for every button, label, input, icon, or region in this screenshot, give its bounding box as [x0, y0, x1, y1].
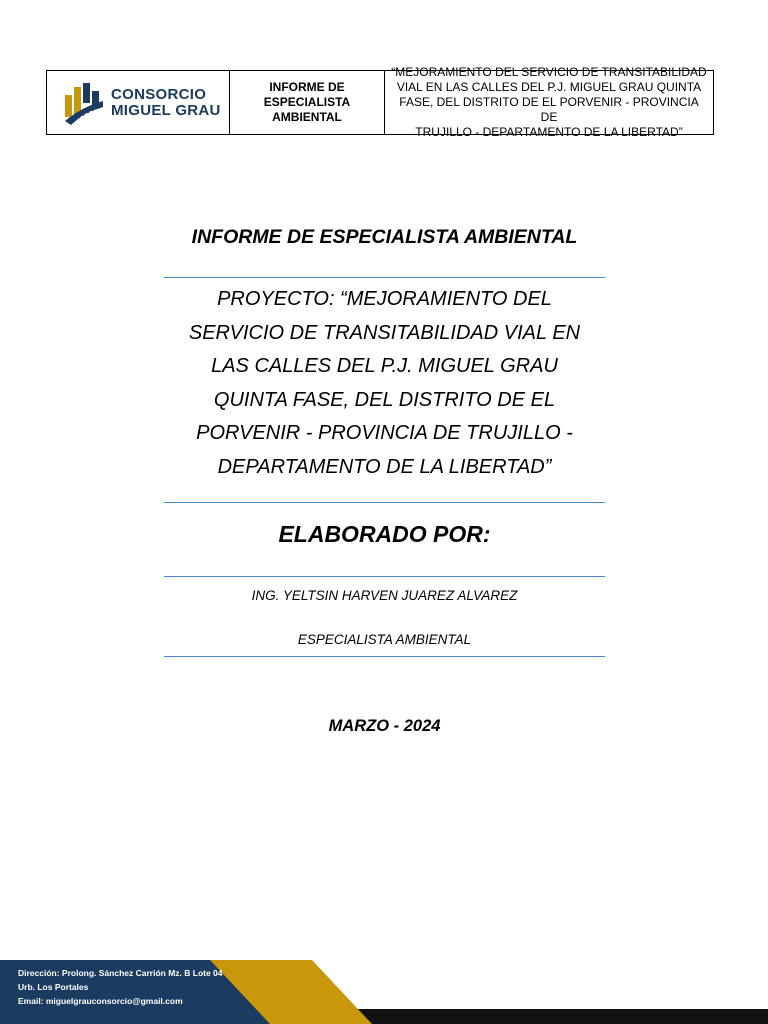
project-line: LAS CALLES DEL P.J. MIGUEL GRAU [211, 355, 558, 378]
project-line: PROYECTO: “MEJORAMIENTO DEL [217, 288, 552, 310]
project-line: QUINTA FASE, DEL DISTRITO DE EL [213, 388, 556, 411]
header-title-line: AMBIENTAL [272, 110, 342, 124]
header-project-line: VIAL EN LAS CALLES DEL P.J. MIGUEL GRAU QUINTA [396, 80, 702, 94]
project-line: SERVICIO DE TRANSITABILIDAD VIAL EN [188, 321, 581, 344]
author-role: ESPECIALISTA AMBIENTAL [297, 632, 472, 647]
author-name: ING. YELTSIN HARVEN JUAREZ ALVAREZ [251, 588, 518, 603]
company-logo [63, 81, 221, 125]
project-line: PORVENIR - PROVINCIA DE TRUJILLO - [196, 422, 573, 445]
logo-text-consorcio: CONSORCIO [111, 85, 207, 103]
footer-contact [18, 966, 223, 1008]
header-title-line: INFORME DE [269, 80, 345, 94]
divider-rule [164, 576, 605, 577]
document-title: INFORME DE ESPECIALISTA AMBIENTAL [191, 226, 578, 248]
header-project-line: FASE, DEL DISTRITO DE EL PORVENIR - PROVINCIA DE [399, 95, 699, 124]
report-date: MARZO - 2024 [328, 717, 441, 735]
divider-rule [164, 277, 605, 278]
header-project-line: TRUJILLO - DEPARTAMENTO DE LA LIBERTAD” [415, 125, 683, 139]
divider-rule [164, 656, 605, 657]
header-project-name [385, 65, 713, 139]
logo-text-miguel-grau: MIGUEL GRAU [111, 101, 221, 119]
page-footer [0, 960, 768, 1024]
header-table [46, 65, 714, 139]
header-report-title [230, 71, 385, 134]
logo-cell [47, 71, 230, 134]
building-road-logo-icon [63, 81, 105, 125]
elaborado-por-heading: ELABORADO POR: [278, 521, 491, 547]
project-line: DEPARTAMENTO DE LA LIBERTAD” [217, 455, 552, 478]
project-description [164, 283, 605, 485]
footer-urbanization: Urb. Los Portales [18, 982, 89, 992]
header-title-line: ESPECIALISTA [263, 95, 351, 109]
header-project-line: “MEJORAMIENTO DEL SERVICIO DE TRANSITABILIDAD [391, 65, 707, 79]
footer-email: Email: miguelgrauconsorcio@gmail.com [18, 996, 183, 1006]
footer-address: Dirección: Prolong. Sánchez Carrión Mz. B Lote 04 [18, 968, 223, 978]
divider-rule [164, 502, 605, 503]
